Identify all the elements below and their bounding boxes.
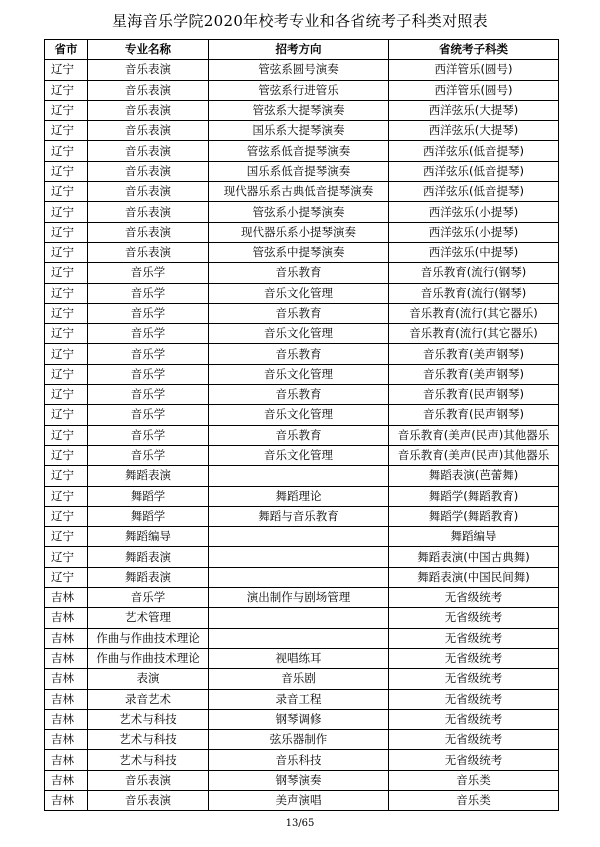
cell-province: 吉林 [45, 628, 88, 648]
table-row [45, 222, 559, 242]
cell-major: 艺术管理 [88, 608, 209, 628]
cell-subcategory: 舞蹈表演(中国民间舞) [389, 567, 559, 587]
cell-subcategory: 音乐教育(美声(民声)其他器乐 [389, 425, 559, 445]
cell-major: 艺术与科技 [88, 730, 209, 750]
cell-major: 音乐学 [88, 263, 209, 283]
cell-province: 辽宁 [45, 324, 88, 344]
table-row [45, 364, 559, 384]
cell-subcategory: 音乐类 [389, 790, 559, 810]
cell-major: 音乐学 [88, 445, 209, 465]
cell-subcategory: 音乐教育(民声钢琴) [389, 385, 559, 405]
table-row [45, 608, 559, 628]
cell-direction: 管弦系行进管乐 [209, 80, 389, 100]
cell-major: 舞蹈学 [88, 486, 209, 506]
cell-province: 辽宁 [45, 161, 88, 181]
cell-major: 音乐学 [88, 385, 209, 405]
cell-major: 音乐学 [88, 303, 209, 323]
cell-major: 音乐表演 [88, 790, 209, 810]
table-row [45, 263, 559, 283]
cell-major: 舞蹈表演 [88, 547, 209, 567]
cell-subcategory: 音乐教育(流行(其它器乐) [389, 324, 559, 344]
table-row [45, 161, 559, 181]
page-title: 星海音乐学院2020年校考专业和各省统考子科类对照表 [112, 12, 488, 30]
cell-direction: 音乐科技 [209, 750, 389, 770]
table-row [45, 648, 559, 668]
cell-subcategory: 无省级统考 [389, 750, 559, 770]
cell-subcategory: 音乐教育(美声钢琴) [389, 344, 559, 364]
cell-province: 辽宁 [45, 202, 88, 222]
cell-province: 吉林 [45, 790, 88, 810]
table-row [45, 202, 559, 222]
cell-direction: 管弦系小提琴演奏 [209, 202, 389, 222]
cell-direction: 管弦系大提琴演奏 [209, 100, 389, 120]
cell-direction: 演出制作与剧场管理 [209, 588, 389, 608]
cell-major: 音乐表演 [88, 100, 209, 120]
cell-province: 辽宁 [45, 100, 88, 120]
cell-major: 音乐表演 [88, 222, 209, 242]
cell-major: 音乐表演 [88, 161, 209, 181]
cell-subcategory: 舞蹈学(舞蹈教育) [389, 506, 559, 526]
cell-province: 辽宁 [45, 141, 88, 161]
comparison-table [44, 39, 559, 811]
cell-province: 辽宁 [45, 263, 88, 283]
header-direction: 招考方向 [209, 40, 389, 60]
cell-direction: 录音工程 [209, 689, 389, 709]
table-row [45, 628, 559, 648]
cell-province: 辽宁 [45, 466, 88, 486]
cell-subcategory: 音乐教育(美声钢琴) [389, 364, 559, 384]
cell-subcategory: 无省级统考 [389, 648, 559, 668]
cell-province: 辽宁 [45, 506, 88, 526]
cell-province: 辽宁 [45, 222, 88, 242]
cell-direction [209, 567, 389, 587]
cell-major: 舞蹈表演 [88, 466, 209, 486]
cell-direction: 音乐教育 [209, 425, 389, 445]
cell-major: 音乐表演 [88, 141, 209, 161]
cell-major: 音乐学 [88, 283, 209, 303]
cell-direction: 舞蹈理论 [209, 486, 389, 506]
cell-direction: 美声演唱 [209, 790, 389, 810]
cell-subcategory: 音乐教育(民声钢琴) [389, 405, 559, 425]
table-row [45, 466, 559, 486]
cell-province: 辽宁 [45, 527, 88, 547]
cell-major: 录音艺术 [88, 689, 209, 709]
cell-subcategory: 西洋弦乐(大提琴) [389, 100, 559, 120]
cell-direction: 国乐系大提琴演奏 [209, 121, 389, 141]
table-row [45, 344, 559, 364]
page-number: 13/65 [285, 818, 315, 829]
cell-major: 表演 [88, 669, 209, 689]
cell-subcategory: 舞蹈表演(芭蕾舞) [389, 466, 559, 486]
cell-direction [209, 527, 389, 547]
cell-direction: 音乐教育 [209, 263, 389, 283]
cell-province: 辽宁 [45, 242, 88, 262]
cell-major: 音乐学 [88, 405, 209, 425]
cell-subcategory: 西洋弦乐(小提琴) [389, 202, 559, 222]
cell-subcategory: 西洋弦乐(小提琴) [389, 222, 559, 242]
table-row [45, 689, 559, 709]
cell-subcategory: 西洋弦乐(低音提琴) [389, 182, 559, 202]
cell-major: 艺术与科技 [88, 709, 209, 729]
table-row [45, 790, 559, 810]
cell-major: 音乐表演 [88, 770, 209, 790]
cell-subcategory: 音乐教育(美声(民声)其他器乐 [389, 445, 559, 465]
table-row [45, 445, 559, 465]
table-row [45, 385, 559, 405]
cell-subcategory: 无省级统考 [389, 608, 559, 628]
table-row [45, 567, 559, 587]
cell-province: 吉林 [45, 588, 88, 608]
cell-province: 吉林 [45, 689, 88, 709]
cell-major: 音乐学 [88, 324, 209, 344]
cell-subcategory: 无省级统考 [389, 730, 559, 750]
cell-direction: 音乐文化管理 [209, 445, 389, 465]
cell-direction: 音乐文化管理 [209, 324, 389, 344]
cell-direction: 现代器乐系小提琴演奏 [209, 222, 389, 242]
cell-province: 辽宁 [45, 344, 88, 364]
cell-subcategory: 音乐教育(流行(钢琴) [389, 283, 559, 303]
cell-direction [209, 547, 389, 567]
cell-direction: 音乐文化管理 [209, 283, 389, 303]
cell-subcategory: 西洋弦乐(中提琴) [389, 242, 559, 262]
cell-province: 辽宁 [45, 364, 88, 384]
header-subcategory: 省统考子科类 [389, 40, 559, 60]
table-row [45, 141, 559, 161]
cell-province: 辽宁 [45, 445, 88, 465]
table-row [45, 324, 559, 344]
table-row [45, 669, 559, 689]
cell-subcategory: 无省级统考 [389, 709, 559, 729]
cell-major: 音乐表演 [88, 121, 209, 141]
header-major: 专业名称 [88, 40, 209, 60]
cell-direction: 音乐教育 [209, 303, 389, 323]
cell-major: 作曲与作曲技术理论 [88, 648, 209, 668]
cell-subcategory: 无省级统考 [389, 669, 559, 689]
table-row [45, 527, 559, 547]
cell-direction: 音乐教育 [209, 344, 389, 364]
table-row [45, 506, 559, 526]
cell-major: 音乐表演 [88, 60, 209, 80]
cell-major: 音乐学 [88, 364, 209, 384]
table-row [45, 60, 559, 80]
cell-direction: 管弦系低音提琴演奏 [209, 141, 389, 161]
cell-direction: 管弦系中提琴演奏 [209, 242, 389, 262]
table-row [45, 486, 559, 506]
cell-direction [209, 466, 389, 486]
cell-province: 吉林 [45, 750, 88, 770]
cell-subcategory: 舞蹈学(舞蹈教育) [389, 486, 559, 506]
cell-subcategory: 无省级统考 [389, 628, 559, 648]
cell-subcategory: 音乐教育(流行(钢琴) [389, 263, 559, 283]
cell-subcategory: 无省级统考 [389, 689, 559, 709]
cell-province: 辽宁 [45, 385, 88, 405]
cell-direction: 现代器乐系古典低音提琴演奏 [209, 182, 389, 202]
table-row [45, 100, 559, 120]
cell-province: 辽宁 [45, 567, 88, 587]
table-row [45, 730, 559, 750]
cell-major: 作曲与作曲技术理论 [88, 628, 209, 648]
cell-province: 吉林 [45, 608, 88, 628]
cell-major: 音乐学 [88, 344, 209, 364]
cell-direction: 视唱练耳 [209, 648, 389, 668]
cell-subcategory: 无省级统考 [389, 588, 559, 608]
cell-province: 辽宁 [45, 486, 88, 506]
cell-subcategory: 音乐教育(流行(其它器乐) [389, 303, 559, 323]
cell-province: 吉林 [45, 730, 88, 750]
cell-direction: 管弦系圆号演奏 [209, 60, 389, 80]
table-row [45, 770, 559, 790]
table-row [45, 405, 559, 425]
cell-major: 音乐表演 [88, 80, 209, 100]
cell-subcategory: 西洋管乐(圆号) [389, 80, 559, 100]
table-row [45, 80, 559, 100]
cell-subcategory: 西洋弦乐(低音提琴) [389, 141, 559, 161]
cell-direction: 舞蹈与音乐教育 [209, 506, 389, 526]
table-row [45, 588, 559, 608]
cell-subcategory: 舞蹈编导 [389, 527, 559, 547]
cell-province: 吉林 [45, 709, 88, 729]
table-row [45, 121, 559, 141]
cell-direction [209, 628, 389, 648]
cell-province: 辽宁 [45, 547, 88, 567]
cell-major: 舞蹈学 [88, 506, 209, 526]
cell-subcategory: 音乐类 [389, 770, 559, 790]
cell-major: 音乐学 [88, 425, 209, 445]
table-row [45, 547, 559, 567]
cell-province: 辽宁 [45, 182, 88, 202]
cell-direction: 弦乐器制作 [209, 730, 389, 750]
cell-major: 音乐学 [88, 588, 209, 608]
cell-major: 音乐表演 [88, 242, 209, 262]
cell-direction: 钢琴演奏 [209, 770, 389, 790]
cell-direction: 钢琴调修 [209, 709, 389, 729]
cell-province: 辽宁 [45, 405, 88, 425]
table-row [45, 242, 559, 262]
cell-subcategory: 西洋弦乐(大提琴) [389, 121, 559, 141]
cell-direction: 音乐文化管理 [209, 405, 389, 425]
cell-province: 吉林 [45, 648, 88, 668]
cell-province: 辽宁 [45, 425, 88, 445]
cell-direction: 国乐系低音提琴演奏 [209, 161, 389, 181]
cell-major: 舞蹈编导 [88, 527, 209, 547]
cell-direction: 音乐教育 [209, 385, 389, 405]
cell-direction: 音乐文化管理 [209, 364, 389, 384]
cell-subcategory: 舞蹈表演(中国古典舞) [389, 547, 559, 567]
cell-major: 音乐表演 [88, 182, 209, 202]
cell-province: 辽宁 [45, 303, 88, 323]
table-row [45, 182, 559, 202]
table-row [45, 709, 559, 729]
cell-subcategory: 西洋管乐(圆号) [389, 60, 559, 80]
table-body [45, 60, 559, 811]
cell-province: 辽宁 [45, 121, 88, 141]
table-row [45, 283, 559, 303]
cell-province: 吉林 [45, 770, 88, 790]
table-row [45, 750, 559, 770]
cell-major: 音乐表演 [88, 202, 209, 222]
cell-subcategory: 西洋弦乐(低音提琴) [389, 161, 559, 181]
cell-province: 辽宁 [45, 283, 88, 303]
table-row [45, 303, 559, 323]
cell-major: 舞蹈表演 [88, 567, 209, 587]
cell-major: 艺术与科技 [88, 750, 209, 770]
cell-province: 吉林 [45, 669, 88, 689]
table-row [45, 425, 559, 445]
table-header-row [45, 40, 559, 60]
cell-province: 辽宁 [45, 80, 88, 100]
cell-province: 辽宁 [45, 60, 88, 80]
cell-direction [209, 608, 389, 628]
cell-direction: 音乐剧 [209, 669, 389, 689]
header-province: 省市 [45, 40, 88, 60]
